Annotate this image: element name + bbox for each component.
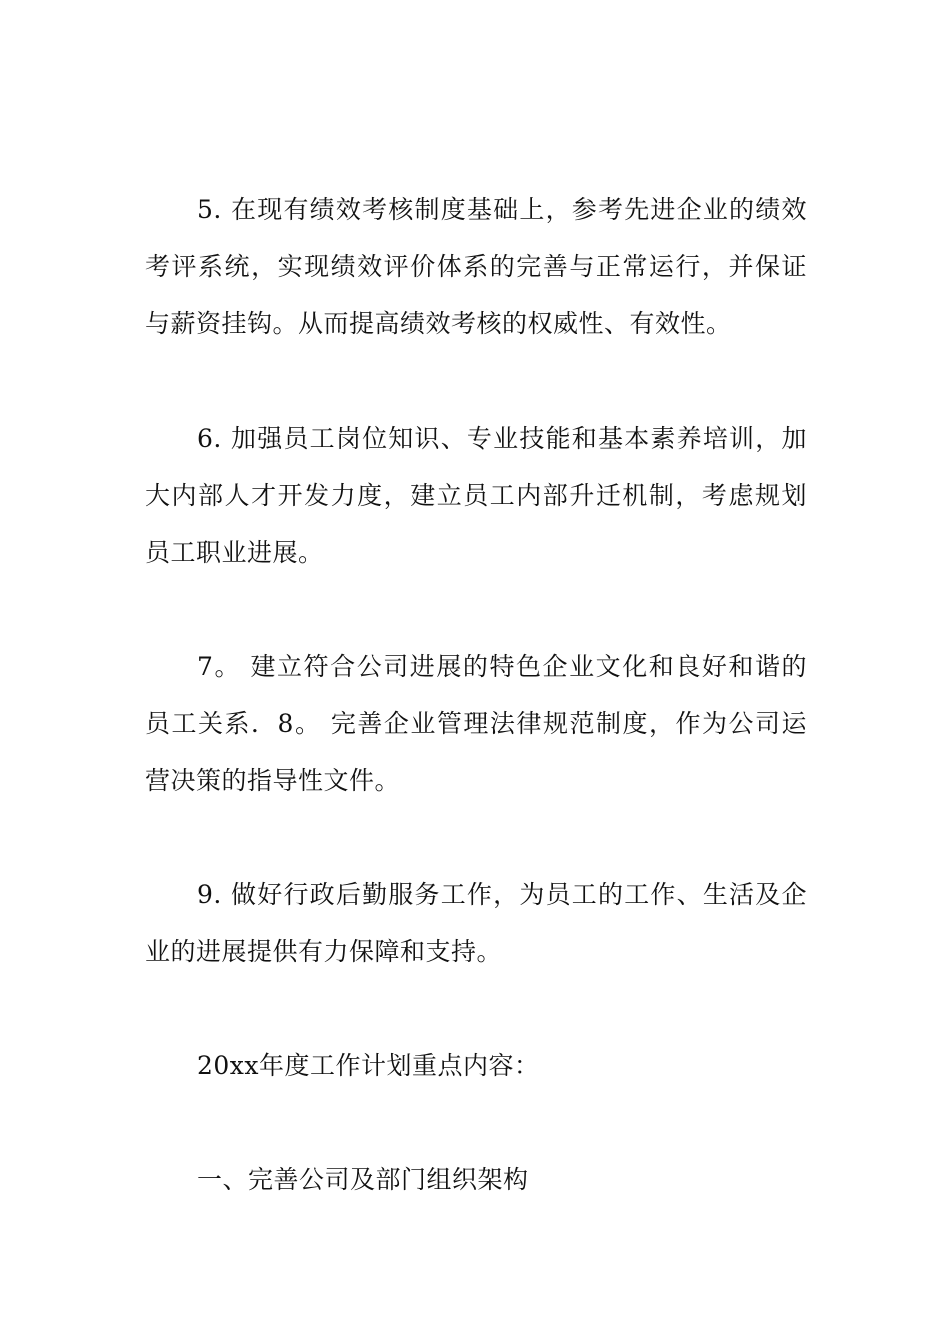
paragraph-item-6: 6. 加强员工岗位知识、专业技能和基本素养培训，加大内部人才开发力度，建立员工内部升迁机制，考虑规划员工职业进展。: [145, 424, 807, 567]
section-heading: 一、完善公司及部门组织架构: [197, 1165, 529, 1194]
paragraph-item-5: 5. 在现有绩效考核制度基础上，参考先进企业的绩效考评系统，实现绩效评价体系的完善与正常运行，并保证与薪资挂钩。从而提高绩效考核的权威性、有效性。: [145, 195, 807, 338]
paragraph-item-7-8: 7。 建立符合公司进展的特色企业文化和良好和谐的员工关系．8。 完善企业管理法律规范制度，作为公司运营决策的指导性文件。: [145, 652, 807, 795]
section-intro-text: 20xx年度工作计划重点内容：: [197, 1051, 540, 1080]
paragraph-item-9: 9. 做好行政后勤服务工作，为员工的工作、生活及企业的进展提供有力保障和支持。: [145, 880, 807, 966]
